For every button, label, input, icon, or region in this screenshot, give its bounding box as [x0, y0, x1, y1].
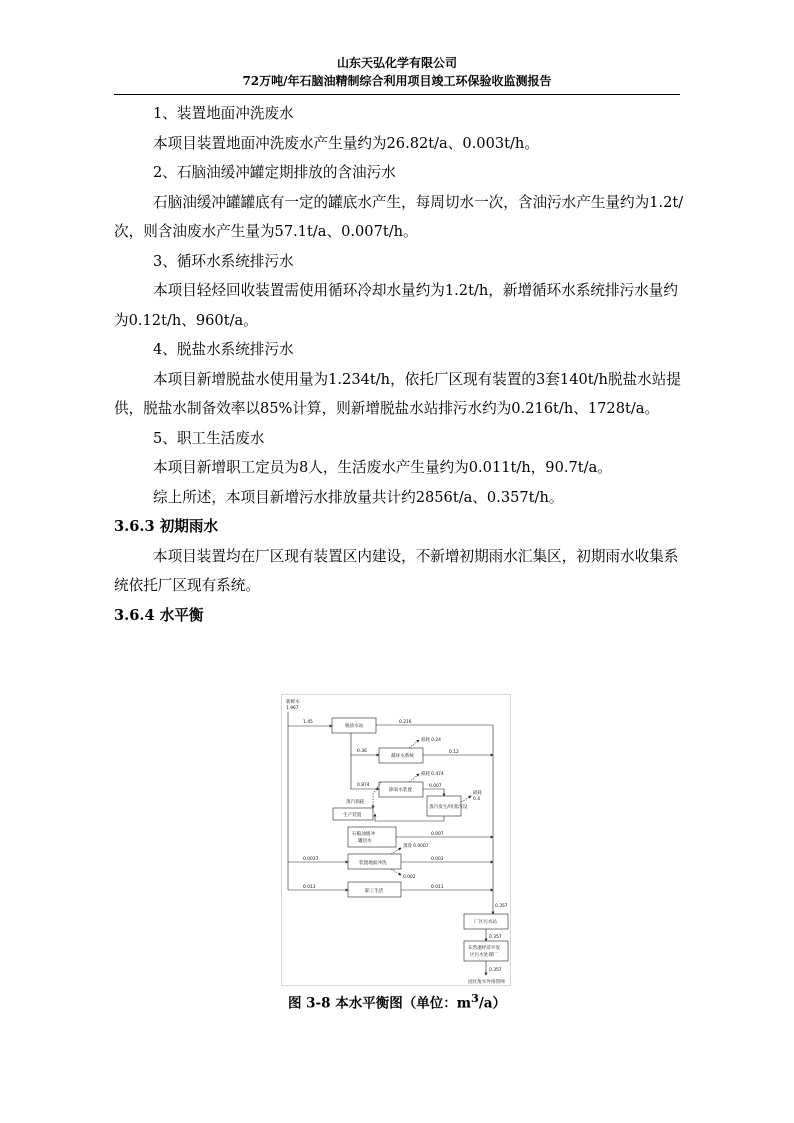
flow-label: 0.007	[429, 784, 442, 789]
flow-label: 损耗	[473, 791, 482, 796]
box-wash-label: 装置地面冲洗	[359, 861, 387, 866]
flow-label: 蒸汽损耗	[346, 800, 365, 805]
box-tank-label-2: 罐切水	[358, 839, 372, 844]
box-deox-label: 除氧水装置	[389, 788, 412, 793]
final-discharge-label: 园区废水外排管网	[468, 980, 505, 985]
document-body	[114, 99, 684, 630]
water-balance-diagram	[281, 694, 511, 986]
flow-label: 0.002	[403, 875, 416, 880]
flow-label: 蒸发 0.0007	[403, 844, 429, 849]
flow-label: 0.357	[489, 968, 502, 973]
source-value: 1.967	[286, 706, 299, 711]
paragraph: 本项目装置均在厂区现有装置区内建设，不新增初期雨水汇集区，初期雨水收集系统依托厂区现有系统。	[114, 547, 679, 594]
box-desalt-label: 脱盐水站	[345, 724, 364, 729]
box-prod-label: 生产装置	[343, 813, 362, 818]
item-heading: 3、循环水系统排污水	[153, 252, 294, 270]
paragraph: 本项目轻烃回收装置需使用循环冷却水量约为1.2t/h，新增循环水系统排污水量约为0.12t/h、960t/a。	[114, 282, 678, 329]
flow-label: 0.011	[431, 885, 444, 890]
flow-label: 1.45	[303, 720, 313, 725]
flow-label: 0.007	[431, 832, 444, 837]
water-balance-svg	[281, 694, 511, 986]
flow-label: 0.4	[473, 797, 480, 802]
figure-caption	[0, 988, 794, 1014]
item-heading: 2、石脑油缓冲罐定期排放的含油污水	[153, 164, 396, 181]
header-company: 山东天弘化学有限公司	[336, 56, 457, 70]
flow-label: 0.874	[357, 783, 370, 788]
box-wwtp-label-1: 东营港经济开发	[468, 946, 501, 951]
box-staff-label: 职工生活	[365, 889, 384, 894]
section-heading: 3.6.4 水平衡	[114, 606, 204, 624]
flow-label: 0.357	[495, 904, 508, 909]
page-header	[114, 54, 680, 90]
box-steam-label: 蒸汽发生/用蒸汽设	[429, 805, 468, 810]
paragraph: 本项目新增脱盐水使用量为1.234t/h，依托厂区现有装置的3套140t/h脱盐水站提供，脱盐水制备效率以85%计算，则新增脱盐水站排污水约为0.216t/h、1728t/a。	[114, 370, 681, 417]
flow-label: 损耗 0.474	[421, 772, 444, 777]
item-heading: 1、装置地面冲洗废水	[153, 105, 294, 122]
flow-label: 损耗 0.24	[421, 738, 441, 743]
flow-label: 0.216	[399, 720, 412, 725]
flow-label: 0.003	[431, 857, 444, 862]
header-report-title: 72万吨/年石脑油精制综合利用项目竣工环保验收监测报告	[242, 74, 552, 88]
flow-label: 0.0037	[303, 857, 319, 862]
box-circ-label: 循环水系统	[391, 754, 414, 759]
flow-label: 0.36	[357, 749, 367, 754]
box-plant-sewer-label: 厂区污水站	[474, 920, 497, 925]
box-tank-label-1: 石脑油缓冲	[352, 832, 375, 837]
header-rule	[114, 94, 680, 95]
caption-text: 图 3-8 本水平衡图（单位：m	[287, 995, 472, 1012]
section-heading: 3.6.3 初期雨水	[114, 518, 219, 535]
paragraph: 石脑油缓冲罐罐底有一定的罐底水产生，每周切水一次，含油污水产生量约为1.2t/次，则含油废水产生量为57.1t/a、0.007t/h。	[114, 193, 684, 240]
flow-label: 0.12	[449, 750, 459, 755]
flow-label: 0.357	[489, 935, 502, 940]
source-label: 新鲜水	[286, 700, 300, 705]
item-heading: 5、职工生活废水	[153, 429, 265, 447]
item-heading: 4、脱盐水系统排污水	[153, 341, 294, 358]
box-wwtp-label-2: 区污水处理厂	[470, 953, 498, 958]
paragraph: 综上所述，本项目新增污水排放量共计约2856t/a、0.357t/h。	[153, 488, 564, 506]
flow-label: 0.013	[303, 885, 316, 890]
caption-superscript: 3	[471, 991, 479, 1005]
paragraph: 本项目新增职工定员为8人，生活废水产生量约为0.011t/h，90.7t/a。	[153, 459, 612, 476]
paragraph: 本项目装置地面冲洗废水产生量约为26.82t/a、0.003t/h。	[153, 134, 539, 152]
caption-tail: /a）	[478, 995, 507, 1012]
